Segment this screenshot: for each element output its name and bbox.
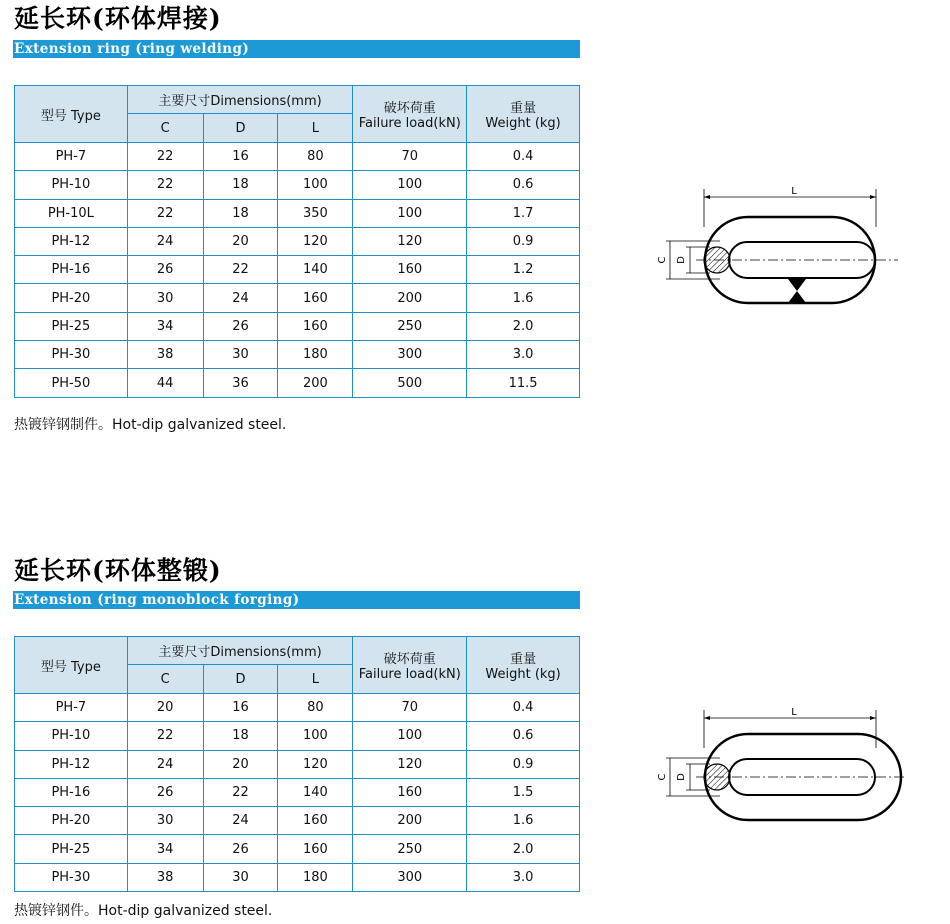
label-l: L: [791, 186, 797, 197]
table-cell: 180: [278, 863, 353, 891]
table-cell: PH-50: [15, 369, 128, 397]
table-cell: 70: [353, 143, 467, 171]
failure-load-header-cn: 破坏荷重: [383, 101, 436, 116]
table-cell: 30: [127, 807, 203, 835]
table-cell: 16: [203, 694, 278, 722]
table-cell: 200: [278, 369, 353, 397]
table-cell: PH-7: [15, 694, 128, 722]
table-cell: 44: [127, 369, 203, 397]
table-cell: 120: [353, 227, 467, 255]
weld-mark: [788, 279, 806, 303]
table-cell: 11.5: [467, 369, 580, 397]
dim-col-d: D: [203, 114, 278, 143]
table-cell: 24: [127, 227, 203, 255]
table-cell: PH-25: [15, 312, 128, 340]
table-cell: 100: [353, 722, 467, 750]
table-cell: 1.5: [467, 778, 580, 806]
table-cell: 250: [353, 312, 467, 340]
label-d: D: [676, 773, 687, 781]
dim-col-l: L: [278, 665, 353, 694]
type-header: 型号 Type: [15, 637, 128, 694]
table-cell: 34: [127, 312, 203, 340]
table-cell: 120: [278, 227, 353, 255]
weight-header-en: Weight (kg): [485, 116, 561, 131]
table-row: [15, 778, 580, 806]
table-cell: 16: [203, 143, 278, 171]
table-cell: 140: [278, 778, 353, 806]
table-row: [15, 722, 580, 750]
table-row: [15, 143, 580, 171]
table-cell: 22: [127, 722, 203, 750]
label-c: C: [657, 773, 668, 781]
table-cell: 38: [127, 863, 203, 891]
table-cell: 3.0: [467, 863, 580, 891]
failure-load-header-en: Failure load(kN): [358, 116, 461, 131]
table-cell: 26: [127, 778, 203, 806]
failure-load-header-cn: 破坏荷重: [383, 652, 436, 667]
table-cell: 26: [203, 835, 278, 863]
dimension-l-line: [704, 710, 876, 748]
table-cell: 20: [127, 694, 203, 722]
weight-header-cn: 重量: [510, 101, 537, 116]
table-cell: 2.0: [467, 835, 580, 863]
table-cell: 160: [353, 256, 467, 284]
table-cell: 140: [278, 256, 353, 284]
table-row: [15, 227, 580, 255]
dim-col-c: C: [127, 665, 203, 694]
table-row: [15, 171, 580, 199]
table-cell: 20: [203, 227, 278, 255]
table-cell: PH-12: [15, 227, 128, 255]
table-cell: 100: [353, 199, 467, 227]
table-row: [15, 807, 580, 835]
table-cell: 70: [353, 694, 467, 722]
table-cell: 80: [278, 143, 353, 171]
table-cell: 18: [203, 199, 278, 227]
section-2-title-bar: [13, 591, 580, 609]
section-2-ring-diagram: [640, 700, 910, 840]
table-cell: PH-10L: [15, 199, 128, 227]
label-l: L: [791, 707, 797, 718]
table-cell: 30: [203, 863, 278, 891]
section-1-title-cn: 延长环(环体焊接): [14, 4, 222, 33]
table-cell: 24: [127, 750, 203, 778]
table-row: [15, 369, 580, 397]
table-cell: 26: [127, 256, 203, 284]
label-d: D: [676, 256, 687, 264]
section-2-spec-table: [14, 636, 580, 892]
table-cell: 0.4: [467, 143, 580, 171]
section-2-title-en: Extension (ring monoblock forging): [14, 592, 300, 608]
table-cell: 0.4: [467, 694, 580, 722]
table-cell: 350: [278, 199, 353, 227]
table-cell: 160: [278, 312, 353, 340]
table-cell: PH-16: [15, 778, 128, 806]
table-cell: 22: [127, 143, 203, 171]
table-cell: PH-30: [15, 863, 128, 891]
table-cell: 160: [353, 778, 467, 806]
table-row: [15, 341, 580, 369]
section-1-note: 热镀锌钢制件。Hot-dip galvanized steel.: [14, 417, 287, 433]
table-cell: 300: [353, 341, 467, 369]
weight-header-cn: 重量: [510, 652, 537, 667]
table-row: [15, 694, 580, 722]
table-row: [15, 863, 580, 891]
type-header: 型号 Type: [15, 86, 128, 143]
section-1-title-bar: [13, 40, 580, 58]
table-cell: 0.9: [467, 750, 580, 778]
table-cell: PH-25: [15, 835, 128, 863]
table-cell: PH-10: [15, 722, 128, 750]
table-cell: 80: [278, 694, 353, 722]
table-cell: 160: [278, 807, 353, 835]
table-row: [15, 284, 580, 312]
weight-header-en: Weight (kg): [485, 667, 561, 682]
table-cell: 34: [127, 835, 203, 863]
table-cell: 18: [203, 171, 278, 199]
dim-col-d: D: [203, 665, 278, 694]
table-cell: 30: [203, 341, 278, 369]
table-cell: 1.6: [467, 284, 580, 312]
table-cell: PH-16: [15, 256, 128, 284]
table-cell: 500: [353, 369, 467, 397]
table-cell: 22: [203, 256, 278, 284]
dim-col-l: L: [278, 114, 353, 143]
table-cell: 38: [127, 341, 203, 369]
table-cell: 200: [353, 807, 467, 835]
section-1-title-en: Extension ring (ring welding): [14, 41, 250, 57]
table-cell: 36: [203, 369, 278, 397]
table-cell: 30: [127, 284, 203, 312]
dimensions-header: 主要尺寸Dimensions(mm): [127, 637, 353, 665]
table-row: [15, 835, 580, 863]
table-cell: 26: [203, 312, 278, 340]
failure-load-header: [353, 637, 467, 694]
table-cell: 24: [203, 807, 278, 835]
table-cell: PH-7: [15, 143, 128, 171]
table-cell: 24: [203, 284, 278, 312]
section-2-note: 热镀锌钢件。Hot-dip galvanized steel.: [14, 903, 273, 919]
table-cell: 250: [353, 835, 467, 863]
table-cell: 3.0: [467, 341, 580, 369]
table-cell: 1.2: [467, 256, 580, 284]
failure-load-header: [353, 86, 467, 143]
table-cell: PH-10: [15, 171, 128, 199]
table-cell: 100: [278, 171, 353, 199]
table-cell: 160: [278, 835, 353, 863]
table-cell: 0.9: [467, 227, 580, 255]
table-cell: 300: [353, 863, 467, 891]
table-cell: PH-12: [15, 750, 128, 778]
table-cell: 1.7: [467, 199, 580, 227]
table-cell: 2.0: [467, 312, 580, 340]
weight-header: [467, 637, 580, 694]
table-cell: 120: [278, 750, 353, 778]
table-cell: PH-20: [15, 807, 128, 835]
label-c: C: [657, 256, 668, 264]
table-cell: 180: [278, 341, 353, 369]
table-cell: 18: [203, 722, 278, 750]
table-cell: 22: [203, 778, 278, 806]
table-row: [15, 312, 580, 340]
table-cell: 120: [353, 750, 467, 778]
table-row: [15, 750, 580, 778]
table-cell: 100: [353, 171, 467, 199]
section-1-ring-diagram: [640, 175, 910, 315]
table-cell: 22: [127, 171, 203, 199]
table-row: [15, 256, 580, 284]
dimensions-header: 主要尺寸Dimensions(mm): [127, 86, 353, 114]
table-cell: PH-20: [15, 284, 128, 312]
table-cell: 0.6: [467, 722, 580, 750]
table-cell: 22: [127, 199, 203, 227]
section-1-spec-table: [14, 85, 580, 398]
table-row: [15, 199, 580, 227]
table-cell: 200: [353, 284, 467, 312]
table-cell: PH-30: [15, 341, 128, 369]
dim-col-c: C: [127, 114, 203, 143]
table-cell: 160: [278, 284, 353, 312]
table-cell: 1.6: [467, 807, 580, 835]
weight-header: [467, 86, 580, 143]
section-2-title-cn: 延长环(环体整锻): [14, 556, 222, 585]
table-cell: 0.6: [467, 171, 580, 199]
table-cell: 20: [203, 750, 278, 778]
failure-load-header-en: Failure load(kN): [358, 667, 461, 682]
table-cell: 100: [278, 722, 353, 750]
